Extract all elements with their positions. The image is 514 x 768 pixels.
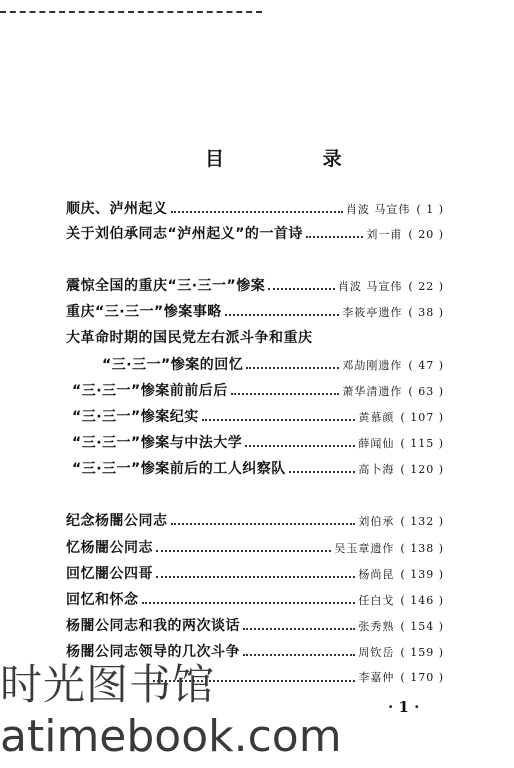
dot-leader bbox=[268, 288, 335, 290]
toc-entry[interactable] bbox=[66, 538, 444, 558]
dot-leader bbox=[171, 211, 343, 213]
entry-title: 杨闇公同志领导的几次斗争 bbox=[66, 644, 240, 660]
entry-author: 刘伯承 bbox=[358, 515, 395, 528]
entry-page: ( 159 ) bbox=[400, 646, 444, 659]
dot-leader bbox=[156, 550, 331, 552]
dot-leader bbox=[231, 393, 340, 395]
entry-author: 薛闻仙 bbox=[358, 437, 395, 450]
entry-author: 任白戈 bbox=[358, 594, 395, 607]
toc-entry[interactable] bbox=[66, 616, 444, 636]
entry-page: ( 38 ) bbox=[408, 306, 444, 319]
entry-page: ( 139 ) bbox=[400, 568, 444, 581]
dot-leader bbox=[156, 576, 355, 578]
entry-title: “三·三一”惨案与中法大学 bbox=[72, 435, 243, 451]
entry-author: 李筱亭遗作 bbox=[342, 306, 403, 319]
entry-page: ( 138 ) bbox=[400, 542, 444, 555]
dot-leader bbox=[289, 471, 356, 473]
toc-entry[interactable] bbox=[66, 224, 444, 244]
entry-title: “三·三一”惨案前前后后 bbox=[72, 383, 228, 399]
dot-leader bbox=[171, 523, 356, 525]
entry-title: 顺庆、泸州起义 bbox=[66, 201, 168, 217]
dot-leader bbox=[245, 445, 355, 447]
entry-page: ( 154 ) bbox=[400, 620, 444, 633]
entry-author: 杨尚昆 bbox=[358, 568, 395, 581]
entry-title: 杨闇公同志和我的两次谈话 bbox=[66, 618, 240, 634]
entry-author: 肖波 马宣伟 bbox=[337, 280, 403, 293]
entry-page: ( 132 ) bbox=[400, 515, 444, 528]
dot-leader bbox=[243, 654, 355, 656]
toc-sub-entry[interactable] bbox=[72, 407, 444, 427]
entry-page: ( 107 ) bbox=[400, 411, 444, 424]
entry-author: 刘一甫 bbox=[366, 228, 403, 241]
entry-author: 邓劼刚遗作 bbox=[342, 359, 403, 372]
toc-entry[interactable] bbox=[66, 564, 444, 584]
entry-page: ( 120 ) bbox=[400, 463, 444, 476]
toc-sub-entry[interactable] bbox=[72, 381, 444, 401]
entry-author: 萧华清遗作 bbox=[342, 385, 403, 398]
entry-page: ( 1 ) bbox=[416, 203, 444, 216]
entry-page: ( 63 ) bbox=[408, 385, 444, 398]
entry-title: “三·三一”惨案前后的工人纠察队 bbox=[72, 461, 286, 477]
entry-title: 震惊全国的重庆“三·三一”惨案 bbox=[66, 278, 266, 294]
toc-entry[interactable] bbox=[66, 590, 444, 610]
entry-author: 张秀熟 bbox=[358, 620, 395, 633]
toc-sub-entry[interactable] bbox=[102, 355, 444, 375]
toc-entry[interactable] bbox=[66, 642, 444, 662]
watermark-url: atimebook.com bbox=[0, 711, 342, 762]
entry-title: 纪念杨闇公同志 bbox=[66, 513, 168, 529]
dot-leader bbox=[246, 367, 339, 369]
toc-entry[interactable] bbox=[66, 276, 444, 296]
entry-title: 回忆闇公四哥 bbox=[66, 566, 153, 582]
entry-page: ( 22 ) bbox=[408, 280, 444, 293]
entry-title: 重庆“三·三一”惨案事略 bbox=[66, 304, 222, 320]
dot-leader bbox=[142, 602, 356, 604]
entry-author: 李嘉仲 bbox=[358, 671, 395, 684]
toc-entry[interactable] bbox=[66, 302, 444, 322]
section-heading: 大革命时期的国民党左右派斗争和重庆 bbox=[66, 330, 313, 346]
toc-sub-entry[interactable] bbox=[72, 459, 444, 479]
top-dashed-rule bbox=[0, 11, 262, 13]
dot-leader bbox=[202, 419, 356, 421]
entry-title: 回忆和怀念 bbox=[66, 592, 139, 608]
page-number: · 1 · bbox=[388, 698, 420, 716]
entry-title: 关于刘伯承同志“泸州起义”的一首诗 bbox=[66, 226, 303, 242]
entry-page: ( 47 ) bbox=[408, 359, 444, 372]
entry-page: ( 20 ) bbox=[408, 228, 444, 241]
entry-page: ( 146 ) bbox=[400, 594, 444, 607]
entry-title: 忆杨闇公同志 bbox=[66, 540, 153, 556]
entry-page: ( 170 ) bbox=[400, 671, 444, 684]
entry-page: ( 115 ) bbox=[400, 437, 444, 450]
entry-author: 周钦岳 bbox=[358, 646, 395, 659]
dot-leader bbox=[243, 628, 355, 630]
entry-title: “三·三一”惨案的回忆 bbox=[102, 357, 244, 373]
toc-sub-entry[interactable] bbox=[72, 433, 444, 453]
dot-leader bbox=[225, 314, 340, 316]
entry-author: 肖波 马宣伟 bbox=[345, 203, 411, 216]
toc-title: 目 录 bbox=[205, 148, 388, 170]
entry-title: “三·三一”惨案纪实 bbox=[72, 409, 199, 425]
entry-author: 高卜海 bbox=[358, 463, 395, 476]
toc-entry[interactable] bbox=[66, 511, 444, 531]
entry-author: 吴玉章遗作 bbox=[334, 542, 395, 555]
entry-author: 黄慕颜 bbox=[358, 411, 395, 424]
dot-leader bbox=[306, 236, 364, 238]
watermark-chinese: 时光图书馆 bbox=[0, 660, 216, 709]
toc-entry[interactable] bbox=[66, 199, 444, 219]
